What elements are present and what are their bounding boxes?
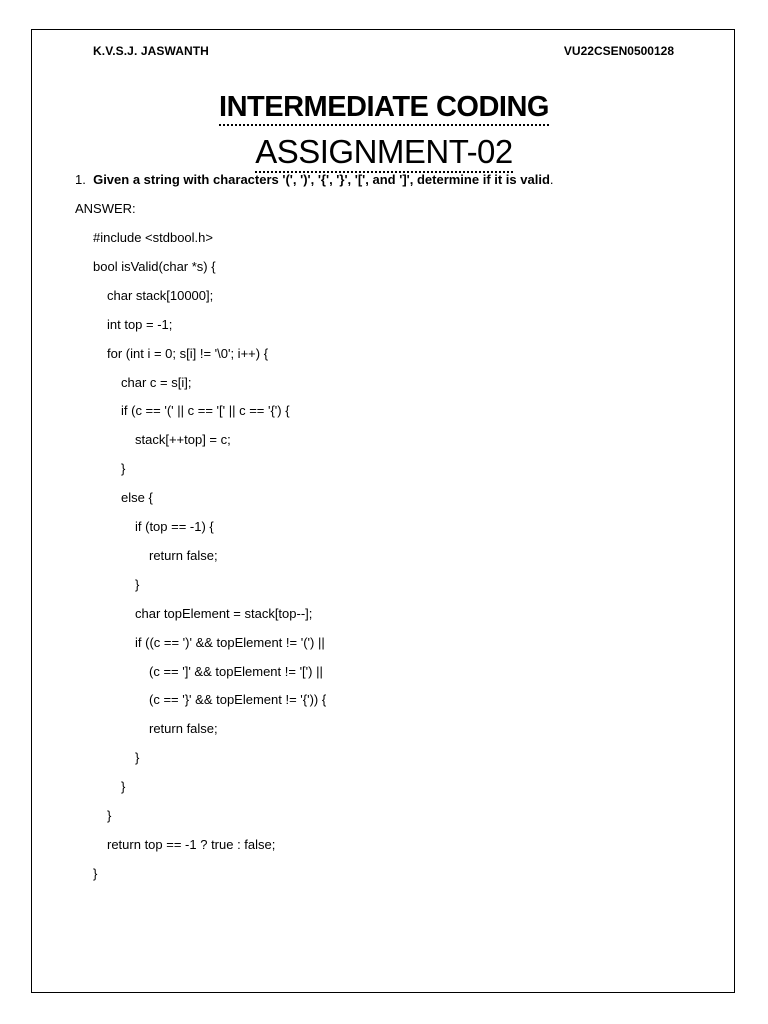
code-line: if (top == -1) { [135, 519, 214, 534]
code-line: int top = -1; [107, 316, 173, 332]
code-line: (c == ']' && topElement != '[') || [149, 663, 323, 679]
answer-label: ANSWER: [75, 201, 136, 216]
code-line: } [93, 865, 98, 881]
code-line: char c = s[i]; [121, 374, 192, 390]
code-line: (c == '}' && topElement != '{')) { [149, 692, 327, 708]
code-line: return top == -1 ? true : false; [107, 836, 276, 852]
question-1 [75, 171, 554, 189]
title-line-2: ASSIGNMENT-02 [255, 133, 513, 173]
code-line: return false; [149, 547, 218, 563]
roll-number: VU22CSEN0500128 [563, 44, 674, 58]
code-line: else { [121, 490, 153, 506]
title-block-2 [0, 132, 768, 173]
question-number: 1. [75, 172, 86, 187]
code-line: } [107, 808, 112, 823]
code-line: if ((c == ')' && topElement != '(') || [135, 634, 325, 650]
code-line: } [135, 750, 140, 766]
code-line: return false; [149, 721, 218, 737]
code-line: stack[++top] = c; [135, 432, 231, 448]
code-line: bool isValid(char *s) { [93, 258, 216, 274]
title-line-1: INTERMEDIATE CODING [219, 90, 549, 126]
code-line: } [135, 576, 140, 592]
code-line: char topElement = stack[top--]; [135, 605, 313, 621]
code-line: } [121, 461, 126, 477]
code-line: } [121, 779, 126, 795]
code-line: #include <stdbool.h> [93, 230, 213, 245]
question-text: Given a string with characters '(', ')', '{', '}', '[', and ']', determine if it is valid [93, 172, 550, 187]
code-line: for (int i = 0; s[i] != '\0'; i++) { [107, 345, 269, 361]
code-line: if (c == '(' || c == '[' || c == '{') { [121, 403, 290, 419]
code-line: char stack[10000]; [107, 287, 214, 303]
student-name: K.V.S.J. JASWANTH [93, 44, 209, 58]
question-trail: . [549, 172, 554, 187]
title-block [0, 90, 768, 126]
